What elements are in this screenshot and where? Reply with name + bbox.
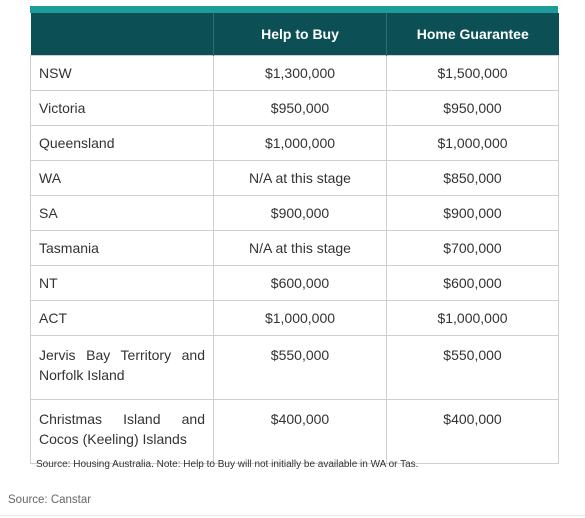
region-cell: Jervis Bay Territory and Norfolk Island [31,336,214,400]
table-row [31,161,559,196]
home-guarantee-cell: $550,000 [387,336,559,400]
region-cell: NSW [31,56,214,91]
home-guarantee-cell: $850,000 [387,161,559,196]
source-caption: Source: Canstar [8,494,92,506]
home-guarantee-cell: $900,000 [387,196,559,231]
region-cell: Queensland [31,126,214,161]
header-help-to-buy: Help to Buy [214,13,387,56]
home-guarantee-cell: $950,000 [387,91,559,126]
table-row [31,56,559,91]
header-home-guarantee: Home Guarantee [387,13,559,56]
table-row [31,91,559,126]
help-to-buy-cell: N/A at this stage [214,161,387,196]
table-row [31,266,559,301]
home-guarantee-cell: $1,000,000 [387,301,559,336]
table-row [31,301,559,336]
region-cell: Christmas Island and Cocos (Keeling) Islands [31,400,214,464]
table-row [31,126,559,161]
help-to-buy-cell: $550,000 [214,336,387,400]
home-guarantee-cell: $1,000,000 [387,126,559,161]
home-guarantee-cell: $700,000 [387,231,559,266]
home-guarantee-cell: $400,000 [387,400,559,464]
region-cell: Tasmania [31,231,214,266]
region-cell: NT [31,266,214,301]
region-cell: Victoria [31,91,214,126]
header-region [31,13,214,56]
help-to-buy-cell: $400,000 [214,400,387,464]
table-row [31,400,559,464]
home-guarantee-cell: $600,000 [387,266,559,301]
table-header-row [31,13,559,56]
help-to-buy-cell: $950,000 [214,91,387,126]
region-cell: SA [31,196,214,231]
help-to-buy-cell: $1,000,000 [214,126,387,161]
region-cell: WA [31,161,214,196]
table-row [31,196,559,231]
help-to-buy-cell: N/A at this stage [214,231,387,266]
help-to-buy-cell: $900,000 [214,196,387,231]
table-row [31,231,559,266]
help-to-buy-cell: $1,300,000 [214,56,387,91]
divider [0,515,585,516]
table-footnote: Source: Housing Australia. Note: Help to Buy will not initially be available in WA or Tas. [36,459,419,470]
table-row [31,336,559,400]
price-cap-table-card [30,6,558,464]
price-cap-table [30,13,559,464]
region-cell: ACT [31,301,214,336]
help-to-buy-cell: $600,000 [214,266,387,301]
home-guarantee-cell: $1,500,000 [387,56,559,91]
help-to-buy-cell: $1,000,000 [214,301,387,336]
